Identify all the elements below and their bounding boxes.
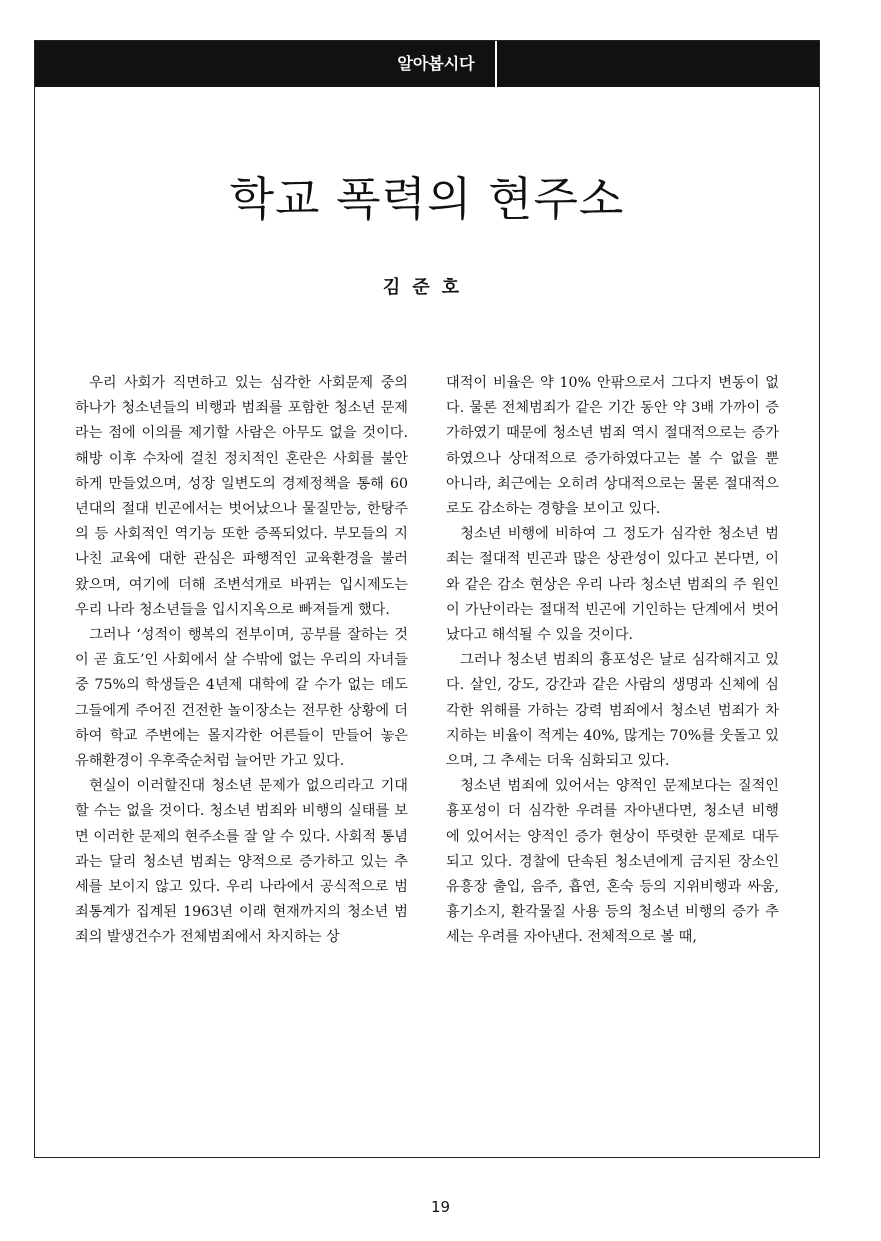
article-title: 학교 폭력의 현주소 [229,172,625,226]
paragraph-continuation: 대적이 비율은 약 10% 안팎으로서 그다지 변동이 없다. 물론 전체범죄가 같은 기간 동안 약 3배 가까이 증가하였기 때문에 청소년 범죄 역시 절대적으로는 증가하였으나 상대적으로 증가하였다고는 볼 수 없을 뿐 아니라, 최근에는 오히려 상대적으로는 물론 절대적으로도 감소하는 경향을 보이고 있다. [446,375,779,518]
paragraph: 우리 사회가 직면하고 있는 심각한 사회문제 중의 하나가 청소년들의 비행과 범죄를 포함한 청소년 문제라는 점에 이의를 제기할 사람은 아무도 없을 것이다. 해방 이후 수차에 걸친 정치적인 혼란은 사회를 불안하게 만들었으며, 성장 일변도의 경제정책을 통해 60년대의 절대 빈곤에서는 벗어났으나 물질만능, 한탕주의 등 사회적인 역기능 또한 증폭되었다. 부모들의 지나친 교육에 대한 관심은 파행적인 교육환경을 불러 왔으며, 여기에 더해 조변석개로 바뀌는 입시제도는 우리 나라 청소년들을 입시지옥으로 빠져들게 했다. [75,375,408,618]
page-number: 19 [430,1198,451,1216]
paragraph: 그러나 ‘성적이 행복의 전부이며, 공부를 잘하는 것이 곧 효도’인 사회에서 살 수밖에 없는 우리의 자녀들 중 75%의 학생들은 4년제 대학에 갈 수가 없는 데도 그들에게 주어진 건전한 놀이장소는 전무한 상황에 더하여 학교 주변에는 몰지각한 어른들이 만들어 놓은 유해환경이 우후죽순처럼 늘어만 가고 있다. [75,627,408,770]
paragraph: 청소년 범죄에 있어서는 양적인 문제보다는 질적인 흉포성이 더 심각한 우려를 자아낸다면, 청소년 비행에 있어서는 양적인 증가 현상이 뚜렷한 문제로 대두되고 있다. 경찰에 단속된 청소년에게 금지된 장소인 유흥장 출입, 음주, 흡연, 혼숙 등의 지위비행과 싸움, 흉기소지, 환각물질 사용 등의 청소년 비행의 증가 추세는 우려를 자아낸다. 전체적으로 볼 때, [446,778,779,946]
paragraph: 그러나 청소년 범죄의 흉포성은 날로 심각해지고 있다. 살인, 강도, 강간과 같은 사람의 생명과 신체에 심각한 위해를 가하는 강력 범죄에서 청소년 범죄가 차지하는 비율이 적게는 40%, 많게는 70%를 웃돌고 있으며, 그 추세는 더욱 심화되고 있다. [446,652,779,770]
header-divider [495,41,497,87]
paragraph: 청소년 비행에 비하여 그 정도가 심각한 청소년 범죄는 절대적 빈곤과 많은 상관성이 있다고 본다면, 이와 같은 감소 현상은 우리 나라 청소년 범죄의 주 원인이 가난이라는 절대적 빈곤에 기인하는 단계에서 벗어났다고 해석될 수 있을 것이다. [446,526,779,644]
article-author: 김준호 [382,277,472,298]
paragraph: 현실이 이러할진대 청소년 문제가 없으리라고 기대할 수는 없을 것이다. 청소년 범죄와 비행의 실태를 보면 이러한 문제의 현주소를 잘 알 수 있다. 사회적 통념과는 달리 청소년 범죄는 양적으로 증가하고 있는 추세를 보이지 않고 있다. 우리 나라에서 공식적으로 범죄통계가 집계된 1963년 이래 현재까지의 청소년 범죄의 발생건수가 전체범죄에서 차지하는 상 [75,778,408,946]
page-frame [34,40,820,1158]
section-label: 알아봅시다 [397,54,475,73]
left-column [75,371,408,951]
right-column [446,371,779,951]
header-bar [35,41,819,87]
